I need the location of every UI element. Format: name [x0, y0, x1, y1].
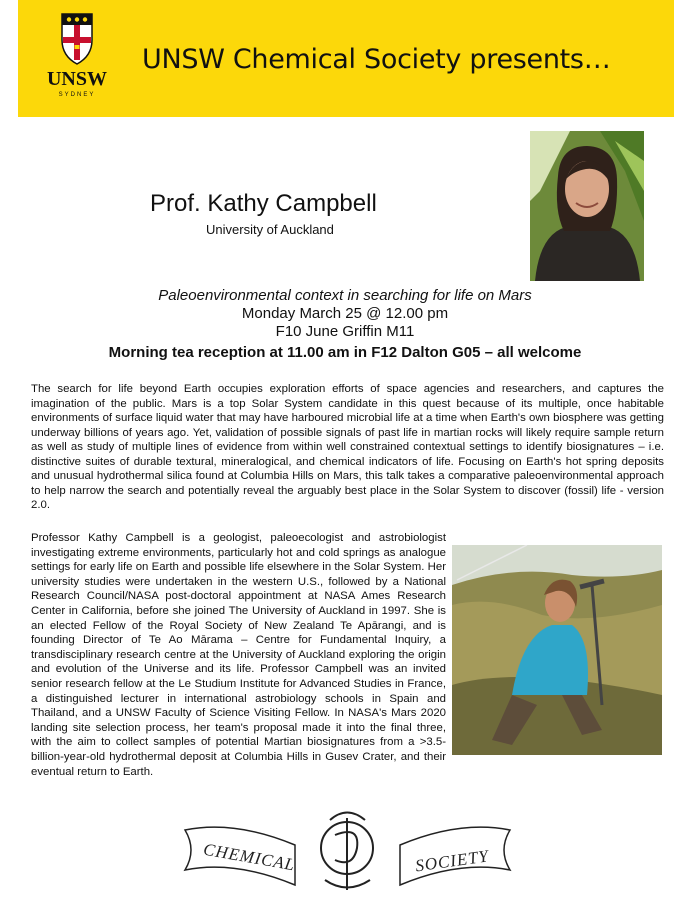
emblem-left-word: CHEMICAL — [201, 839, 297, 875]
emblem-right-word: SOCIETY — [414, 846, 491, 876]
logo-subtext: SYDNEY — [58, 92, 96, 98]
reception-notice: Morning tea reception at 11.00 am in F12 Dalton G05 – all welcome — [108, 344, 582, 361]
talk-abstract: The search for life beyond Earth occupies exploration efforts of space agencies and researchers, and captures the imagination of the public. Mars is a top Solar System candidate in this quest because of its multiple, once habitable environments of surface liquid water that may have harboured microbial life at a time when Earth's own biosphere was getting underway billions of years ago. Yet, validation of possible signals of past life in martian rocks will likely require sample return as well as study of multiple lines of evidence from within well constrained contextual settings to identify biosignatures – i.e. distinctive suites of durable textural, mineralogical, and chemical indicators of life. Focusing on Earth's hot spring deposits and unusual hydrothermal silica found at Columbia Hills on Mars, this talk takes a comparative paleoenvironmental approach to help narrow the search and potentially reveal the arguably best place in the Solar System to discover (fossil) life - version 2.0. — [31, 383, 664, 511]
chemical-society-emblem — [175, 800, 520, 900]
speaker-bio: Professor Kathy Campbell is a geologist, paleoecologist and astrobiologist investigating extreme environments, particularly hot and cold springs as analogue settings for early life on Earth and possible life elsewhere in the Solar System. Her university studies were undertaken in the western U.S., followed by a National Research Council/NASA post-doctoral appointment at NASA Ames Research Center in California, before she joined The University of Auckland in 1997. She is an elected Fellow of the Royal Society of New Zealand Te Apārangi, and is founding Director of Te Ao Mārama – Centre for Fundamental Inquiry, a transdisciplinary research centre at the University of Auckland exploring the origin and evolution of the Universe and its life. Professor Campbell was an invited senior research fellow at the Le Studium Institute for Advanced Studies in France, a distinguished lecturer in international astrobiology schools in Spain and Thailand, and a UNSW Faculty of Science Visiting Fellow. In NASA's Mars 2020 landing site selection process, her team's proposal made it into the final three, with the aim to collect samples of potential Martian biosignatures from a >3.5-billion-year-old hydrothermal deposit at Columbia Hills in Gusev Crater, and their eventual return to Earth. — [31, 532, 446, 778]
speaker-name: Prof. Kathy Campbell — [150, 190, 377, 217]
talk-title: Paleoenvironmental context in searching for life on Mars — [158, 287, 532, 304]
field-photo — [452, 545, 662, 755]
speaker-affiliation: University of Auckland — [206, 222, 334, 237]
banner-title: UNSW Chemical Society presents… — [142, 44, 611, 75]
speaker-portrait — [530, 131, 644, 281]
talk-date: Monday March 25 @ 12.00 pm — [241, 305, 449, 322]
logo-wordmark: UNSW — [46, 68, 107, 90]
unsw-crest-icon — [40, 12, 114, 68]
talk-venue: F10 June Griffin M11 — [275, 323, 415, 340]
unsw-logo — [40, 12, 114, 104]
header-banner — [18, 0, 674, 117]
